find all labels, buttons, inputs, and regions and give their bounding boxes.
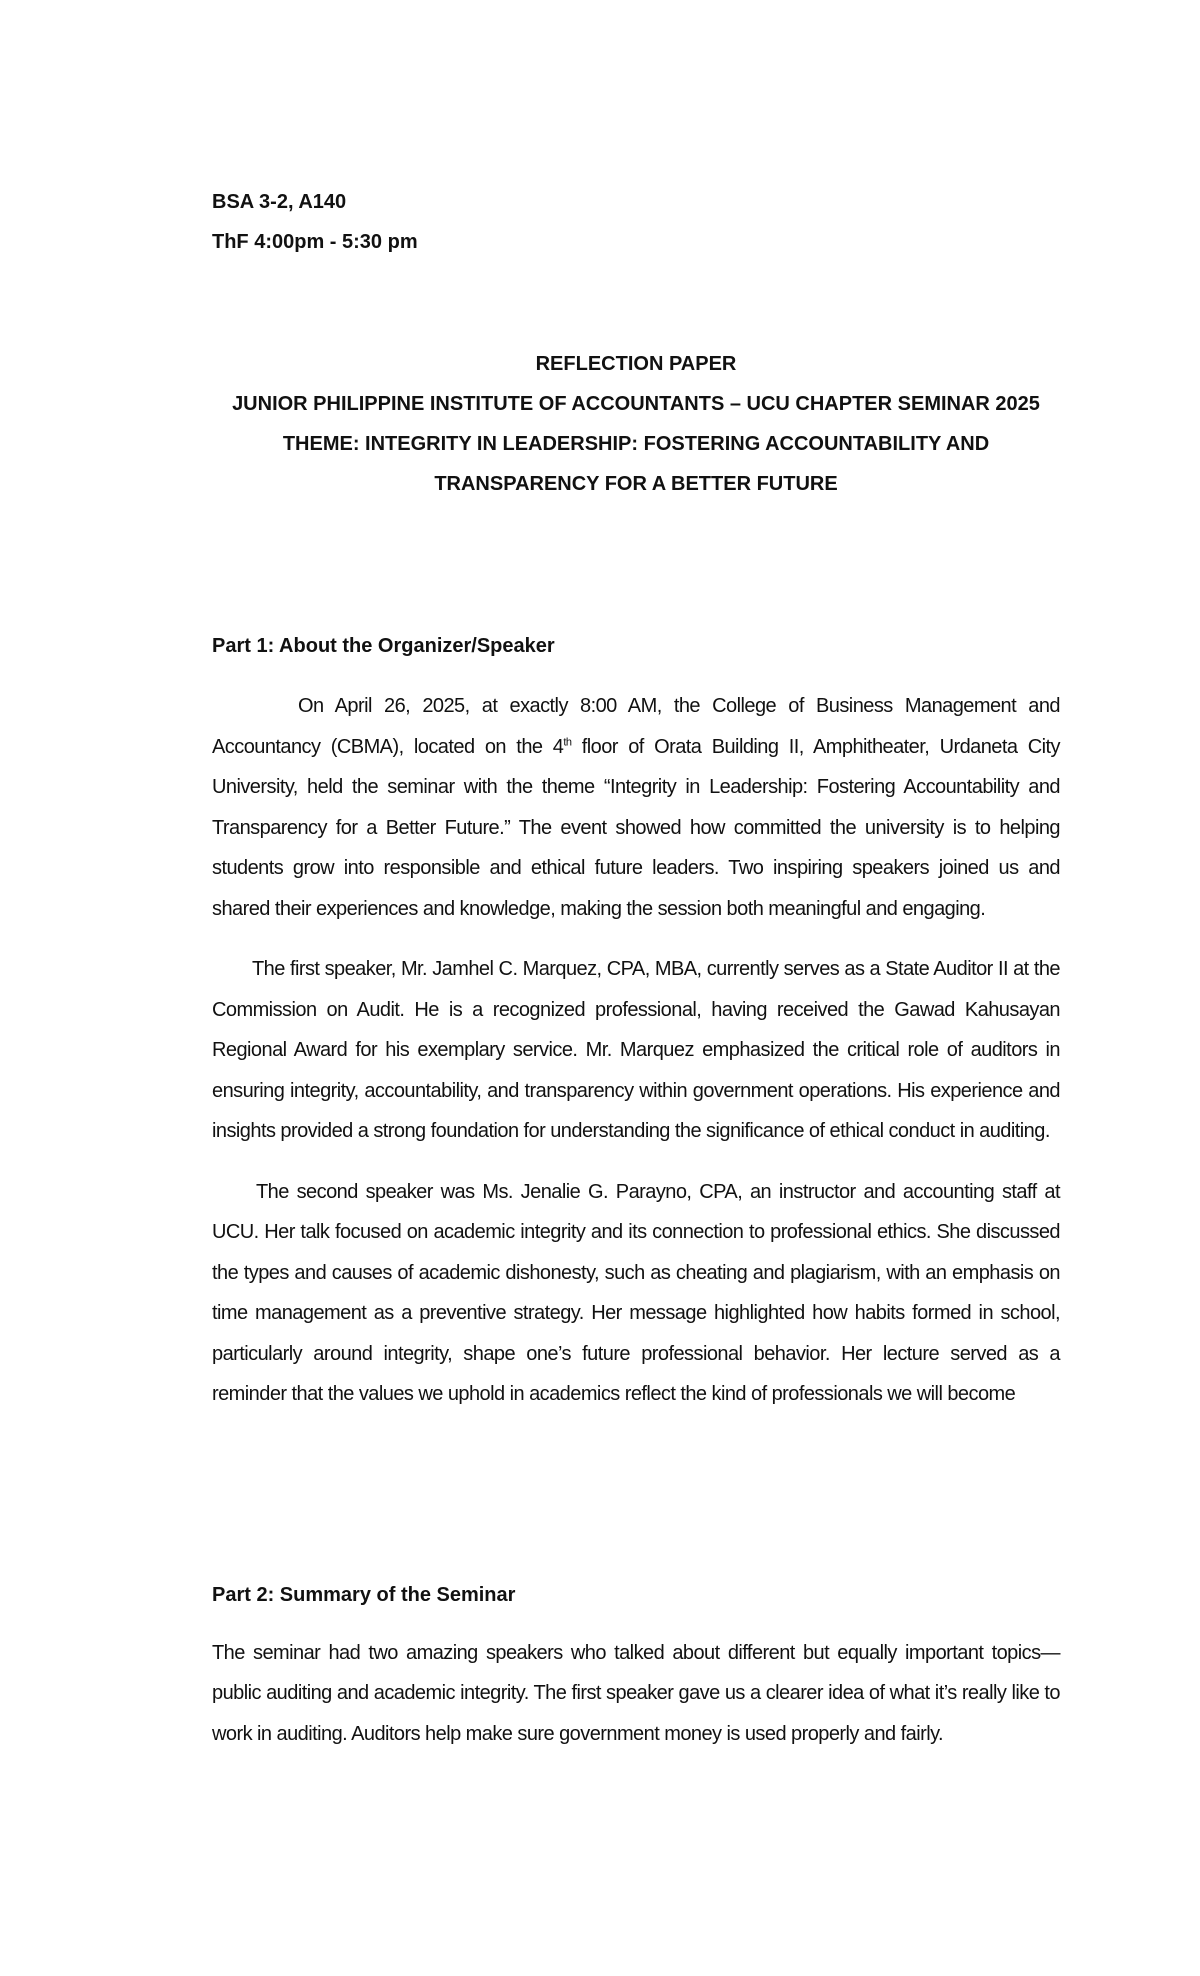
part1-paragraph-1: [212, 686, 1060, 929]
theme-line-2: TRANSPARENCY FOR A BETTER FUTURE: [434, 473, 838, 495]
part1-paragraph-3: The second speaker was Ms. Jenalie G. Parayno, CPA, an instructor and accounting staff at UCU. Her talk focused on academic integrity and its connection to professional ethics. She discussed the types and causes of academic dishonesty, such as cheating and plagiarism, with an emphasis on time management as a preventive strategy. Her message highlighted how habits formed in school, particularly around integrity, shape one’s future professional behavior. Her lecture served as a reminder that the values we uphold in academics reflect the kind of professionals we will become: [212, 1180, 1060, 1405]
document-body: [212, 182, 1060, 1754]
ordinal-suffix: th: [563, 735, 572, 748]
part2-heading: Part 2: Summary of the Seminar: [212, 1583, 516, 1606]
part1-paragraph-1-text-b: floor of Orata Building II, Amphitheater, Urdaneta City University, held the seminar with the theme “Integrity in Leadership: Fostering Accountability and Transparency for a Better Future.” The event showed how committed the university is to helping students grow into responsible and ethical future leaders. Two inspiring speakers joined us and shared their experiences and knowledge, making the session both meaningful and engaging.: [212, 735, 1060, 920]
title-block: [212, 344, 1060, 504]
section-code: BSA 3-2, A140: [212, 191, 347, 213]
part1-paragraph-2: The first speaker, Mr. Jamhel C. Marquez, CPA, MBA, currently serves as a State Auditor II at the Commission on Audit. He is a recognized professional, having received the Gawad Kahusayan Regional Award for his exemplary service. Mr. Marquez emphasized the critical role of auditors in ensuring integrity, accountability, and transparency within government operations. His experience and insights provided a strong foundation for understanding the significance of ethical conduct in auditing.: [212, 958, 1060, 1142]
class-schedule: ThF 4:00pm - 5:30 pm: [212, 231, 418, 253]
part2-paragraph-1: The seminar had two amazing speakers who talked about different but equally important topics—public auditing and academic integrity. The first speaker gave us a clearer idea of what it’s really like to work in auditing. Auditors help make sure government money is used properly and fairly.: [212, 1641, 1060, 1745]
paper-title: REFLECTION PAPER: [535, 353, 737, 375]
part1-heading: Part 1: About the Organizer/Speaker: [212, 635, 555, 657]
seminar-title: JUNIOR PHILIPPINE INSTITUTE OF ACCOUNTANTS – UCU CHAPTER SEMINAR 2025: [232, 393, 1040, 415]
part1-paragraph-1-text-a: On April 26, 2025, at exactly 8:00 AM, the College of Business Management and Accountancy (CBMA), located on the 4: [212, 695, 1060, 758]
theme-line-1: THEME: INTEGRITY IN LEADERSHIP: FOSTERING ACCOUNTABILITY AND: [282, 433, 990, 455]
